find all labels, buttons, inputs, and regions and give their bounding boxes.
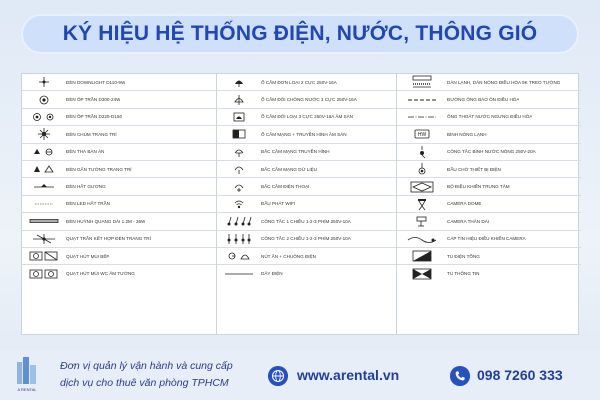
legend-label: Ổ CẮM ĐÔI CHỐNG NƯỚC 3 CỰC 250V-16A [261,97,357,103]
main-panel-icon [397,248,447,264]
legend-row [217,109,397,126]
legend-label: TỦ THÔNG TIN [447,271,480,277]
legend-row [217,161,397,178]
legend-label: BỘ ĐIỀU KHIỂN TRUNG TÂM [447,184,510,190]
legend-row [217,248,397,265]
legend-row [217,265,397,282]
legend-row [22,248,216,265]
legend-label: CAMERA DOME [447,201,482,207]
legend-row [22,144,216,161]
switch-1way-icon [217,213,261,229]
legend-label: CÁP TÍN HIỆU ĐIỀU KHIỂN CAMERA [447,236,526,242]
legend-label: QUẠT HÚT MÙI BẾP [66,253,110,259]
website-link[interactable]: www.arental.vn [297,367,400,383]
legend-label: BẮC CẮM ĐIỆN THOẠI [261,184,310,190]
camera-cable-icon [397,231,447,247]
mirror-light-icon [22,178,66,194]
legend-column-lighting [22,74,216,334]
legend-row [217,196,397,213]
phone-socket-icon [217,178,261,194]
legend-row [22,265,216,282]
floor-socket-icon [217,109,261,125]
ac-unit-icon [397,74,447,90]
legend-label: ĐẦU PHÁT WIFI [261,201,296,207]
legend-label: DÀN LẠNH, DÀN NÓNG ĐIỀU HÒA 9K TREO TƯỜNG [447,79,561,85]
legend-label: ỐNG THOÁT NƯỚC NGƯNG ĐIỀU HÒA [447,114,533,120]
comms-cabinet-icon [397,265,447,282]
legend-row [217,144,397,161]
water-heater-icon [397,126,447,142]
copper-pipe-icon [397,91,447,107]
legend-row [397,196,581,213]
wifi-icon [217,196,261,212]
legend-row [22,91,216,108]
symbol-legend-table [21,73,579,335]
legend-label: CÔNG TẮC BÌNH NƯỚC NÓNG 250V-20A [447,149,536,155]
legend-row [22,74,216,91]
legend-label: ĐÈN LED HẮT TRẦN [66,201,110,207]
legend-label: BÌNH NÓNG LẠNH [447,131,487,137]
legend-column-sockets [216,74,397,334]
legend-label: BẮC CẮM MẠNG DỮ LIỆU [261,166,317,172]
single-socket-icon [217,74,261,90]
pendant-lamp-icon [22,144,66,160]
legend-label: ĐÈN THẢ BÀN ĂN [66,149,105,155]
legend-label: ĐÈN ỐP TRẦN D300-24W [66,97,121,103]
legend-row [397,231,581,248]
legend-row [397,126,581,143]
switch-2way-icon [217,231,261,247]
legend-row [397,161,581,178]
legend-label: ĐÈN GẮN TƯỜNG TRANG TRÍ [66,166,132,172]
legend-label: ĐẦU CHỜ THIẾT BỊ ĐIỆN [447,166,501,172]
phone-icon [450,366,470,386]
bell-button-icon [217,248,261,264]
legend-row [22,178,216,195]
legend-row [217,74,397,91]
downlight-icon [22,74,66,90]
logo-text: A RENTAL [17,387,37,392]
ceiling-light-small-icon [22,109,66,125]
legend-row [397,213,581,230]
legend-row [217,213,397,230]
legend-label: TỦ ĐIỆN TỔNG [447,253,480,259]
water-heater-badge: HW [417,132,427,139]
waterproof-socket-icon [217,91,261,107]
page-title: KÝ HIỆU HỆ THỐNG ĐIỆN, NƯỚC, THÔNG GIÓ [62,22,538,45]
legend-row [22,109,216,126]
legend-label: ĐÈN DOWNLIGHT D110-9W [66,79,126,85]
legend-label: ĐÈN HUỲNH QUANG DÀI 1.2M - 36W [66,218,146,224]
wall-lamp-icon [22,161,66,177]
legend-label: CÔNG TẮC 2 CHIỀU 1-2-3 PHÍM 250V-10A [261,236,351,242]
legend-row [217,91,397,108]
legend-row [397,248,581,265]
legend-row [217,178,397,195]
ceiling-light-icon [22,91,66,107]
legend-row [397,144,581,161]
heater-switch-icon [397,144,447,160]
central-ac-panel-icon [397,178,447,194]
arental-logo-icon [14,354,40,394]
chandelier-icon [22,126,66,142]
legend-row [397,109,581,126]
network-tv-socket-icon [217,126,261,142]
led-strip-icon [22,196,66,212]
legend-row [22,213,216,230]
legend-label: ĐƯỜNG ỐNG BẢO ÔN ĐIỀU HÒA [447,97,520,103]
legend-row [397,91,581,108]
legend-row [22,161,216,178]
legend-label: CAMERA THÂN DÀI [447,218,490,224]
legend-label: Ổ CẮM ĐÔI LOẠI 3 CỰC 250V-16A ÂM SÀN [261,114,353,120]
tagline-line2: dịch vụ cho thuê văn phòng TPHCM [60,377,229,389]
legend-label: DÂY ĐIỆN [261,271,283,277]
legend-label: Ổ CẮM MẠNG + TRUYỀN HÌNH ÂM SÀN [261,131,347,137]
wc-exhaust-fan-icon [22,265,66,282]
legend-label: ĐÈN CHÙM TRANG TRÍ [66,131,117,137]
kitchen-hood-icon [22,248,66,264]
legend-row [217,231,397,248]
legend-column-hvac [396,74,581,334]
legend-label: CÔNG TẮC 1 CHIỀU 1-2-3 PHÍM 250V-10A [261,218,351,224]
bullet-camera-icon [397,213,447,229]
legend-row [397,178,581,195]
data-socket-icon [217,161,261,177]
electric-wire-icon [217,265,261,282]
dome-camera-icon [397,196,447,212]
legend-row [397,74,581,91]
legend-label: QUẠT TRẦN KẾT HỢP ĐÈN TRANG TRÍ [66,236,151,242]
legend-label: Ổ CẮM ĐƠN LOẠI 2 CỰC 250V-16A [261,79,337,85]
globe-icon [268,366,288,386]
legend-row [397,265,581,282]
phone-number[interactable]: 098 7260 333 [477,367,563,383]
fire-detector-icon [397,161,447,177]
legend-label: BẮC CẮM MẠNG TRUYỀN HÌNH [261,149,330,155]
legend-row [22,196,216,213]
legend-label: ĐÈN HẮT GƯƠNG [66,184,106,190]
title-banner [21,14,579,54]
legend-label: ĐÈN ỐP TRẦN D220-D150 [66,114,122,120]
tv-socket-icon [217,144,261,160]
legend-label: QUẠT HÚT MÙI WC ÂM TƯỜNG [66,271,135,277]
legend-label: NÚT ẤN + CHUÔNG ĐIỆN [261,253,316,259]
legend-row [22,126,216,143]
fluorescent-icon [22,213,66,229]
ceiling-fan-light-icon [22,231,66,247]
drain-pipe-icon [397,109,447,125]
legend-row [22,231,216,248]
tagline-line1: Đơn vị quản lý vận hành và cung cấp [60,360,233,372]
legend-row [217,126,397,143]
